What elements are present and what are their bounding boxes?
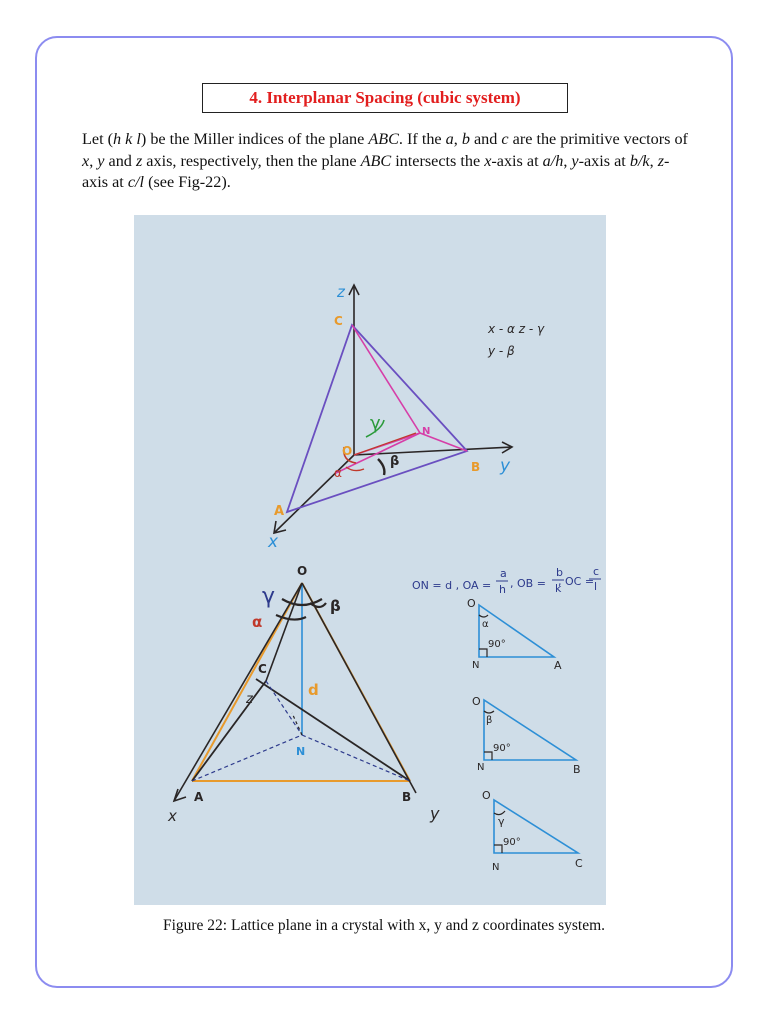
eq-on-oa: ON = d , OA =: [412, 579, 492, 592]
top-label-o: O: [342, 444, 353, 458]
tri2-n: N: [477, 762, 485, 773]
top-note-line1: x - α z - γ: [488, 322, 545, 336]
triangle-oc: [482, 789, 583, 873]
top-angle-alpha: α: [334, 466, 342, 480]
eq-ob: , OB =: [510, 577, 546, 590]
triangle-oa: [467, 597, 562, 672]
tri1-angle: α: [482, 619, 489, 630]
tri1-n: N: [472, 660, 480, 671]
tri2-o: O: [472, 695, 481, 708]
bottom-label-b: B: [402, 790, 412, 804]
eq-b-den: k: [555, 582, 562, 595]
top-label-y: y: [500, 456, 511, 476]
top-label-b: B: [471, 460, 481, 474]
bottom-diagram: [167, 564, 601, 825]
eq-b-num: b: [556, 566, 563, 579]
top-label-c: C: [334, 314, 343, 328]
top-angle-beta: β: [390, 454, 400, 469]
tri3-right: 90°: [503, 837, 521, 848]
bottom-label-z: z: [246, 692, 253, 707]
top-label-a: A: [274, 504, 285, 519]
tri3-angle: γ: [498, 815, 505, 828]
tri2-angle: β: [486, 715, 493, 726]
top-angle-gamma: γ: [370, 413, 381, 434]
tri1-o: O: [467, 597, 476, 610]
top-label-z: z: [337, 283, 345, 301]
top-label-n: N: [422, 426, 431, 437]
figure-caption: Figure 22: Lattice plane in a crystal with x, y and z coordinates system.: [162, 917, 606, 934]
eq-a-den: h: [499, 583, 506, 596]
bottom-angle-beta: β: [330, 597, 341, 615]
tri1-right: 90°: [488, 639, 506, 650]
eq-oc: , OC =: [558, 575, 595, 588]
tri2-right: 90°: [493, 743, 511, 754]
bottom-label-d: d: [308, 681, 319, 699]
tri3-o: O: [482, 789, 491, 802]
bottom-label-y: y: [430, 804, 440, 823]
top-diagram: [267, 283, 545, 552]
tri3-n: N: [492, 862, 500, 873]
figure-22-image: [134, 215, 606, 905]
bottom-label-n: N: [296, 745, 306, 758]
intro-paragraph: Let (h k l) be the Miller indices of the plane ABC. If the a, b and c are the primitive vectors of x, y and z axis, respectively, then the plane ABC intersects the x-axis at a/h, y-axis at b/k, z-axis at c/l (see Fig-22).: [82, 130, 688, 191]
bottom-label-o: O: [297, 564, 308, 578]
section-title: 4. Interplanar Spacing (cubic system): [202, 83, 568, 113]
eq-c-num: c: [593, 565, 600, 578]
bottom-label-x: x: [168, 807, 177, 825]
bottom-angle-gamma: γ: [262, 584, 276, 609]
triangle-ob: [472, 695, 581, 776]
top-note-line2: y - β: [488, 344, 515, 358]
top-label-x: x: [268, 532, 279, 552]
tri1-a: A: [554, 659, 562, 672]
bottom-label-a: A: [194, 790, 204, 804]
eq-c-den: l: [594, 580, 598, 593]
bottom-angle-alpha: α: [252, 613, 263, 631]
tri2-b: B: [573, 763, 581, 776]
tri3-c: C: [575, 857, 583, 870]
bottom-label-c: C: [258, 662, 267, 676]
eq-a-num: a: [500, 567, 507, 580]
